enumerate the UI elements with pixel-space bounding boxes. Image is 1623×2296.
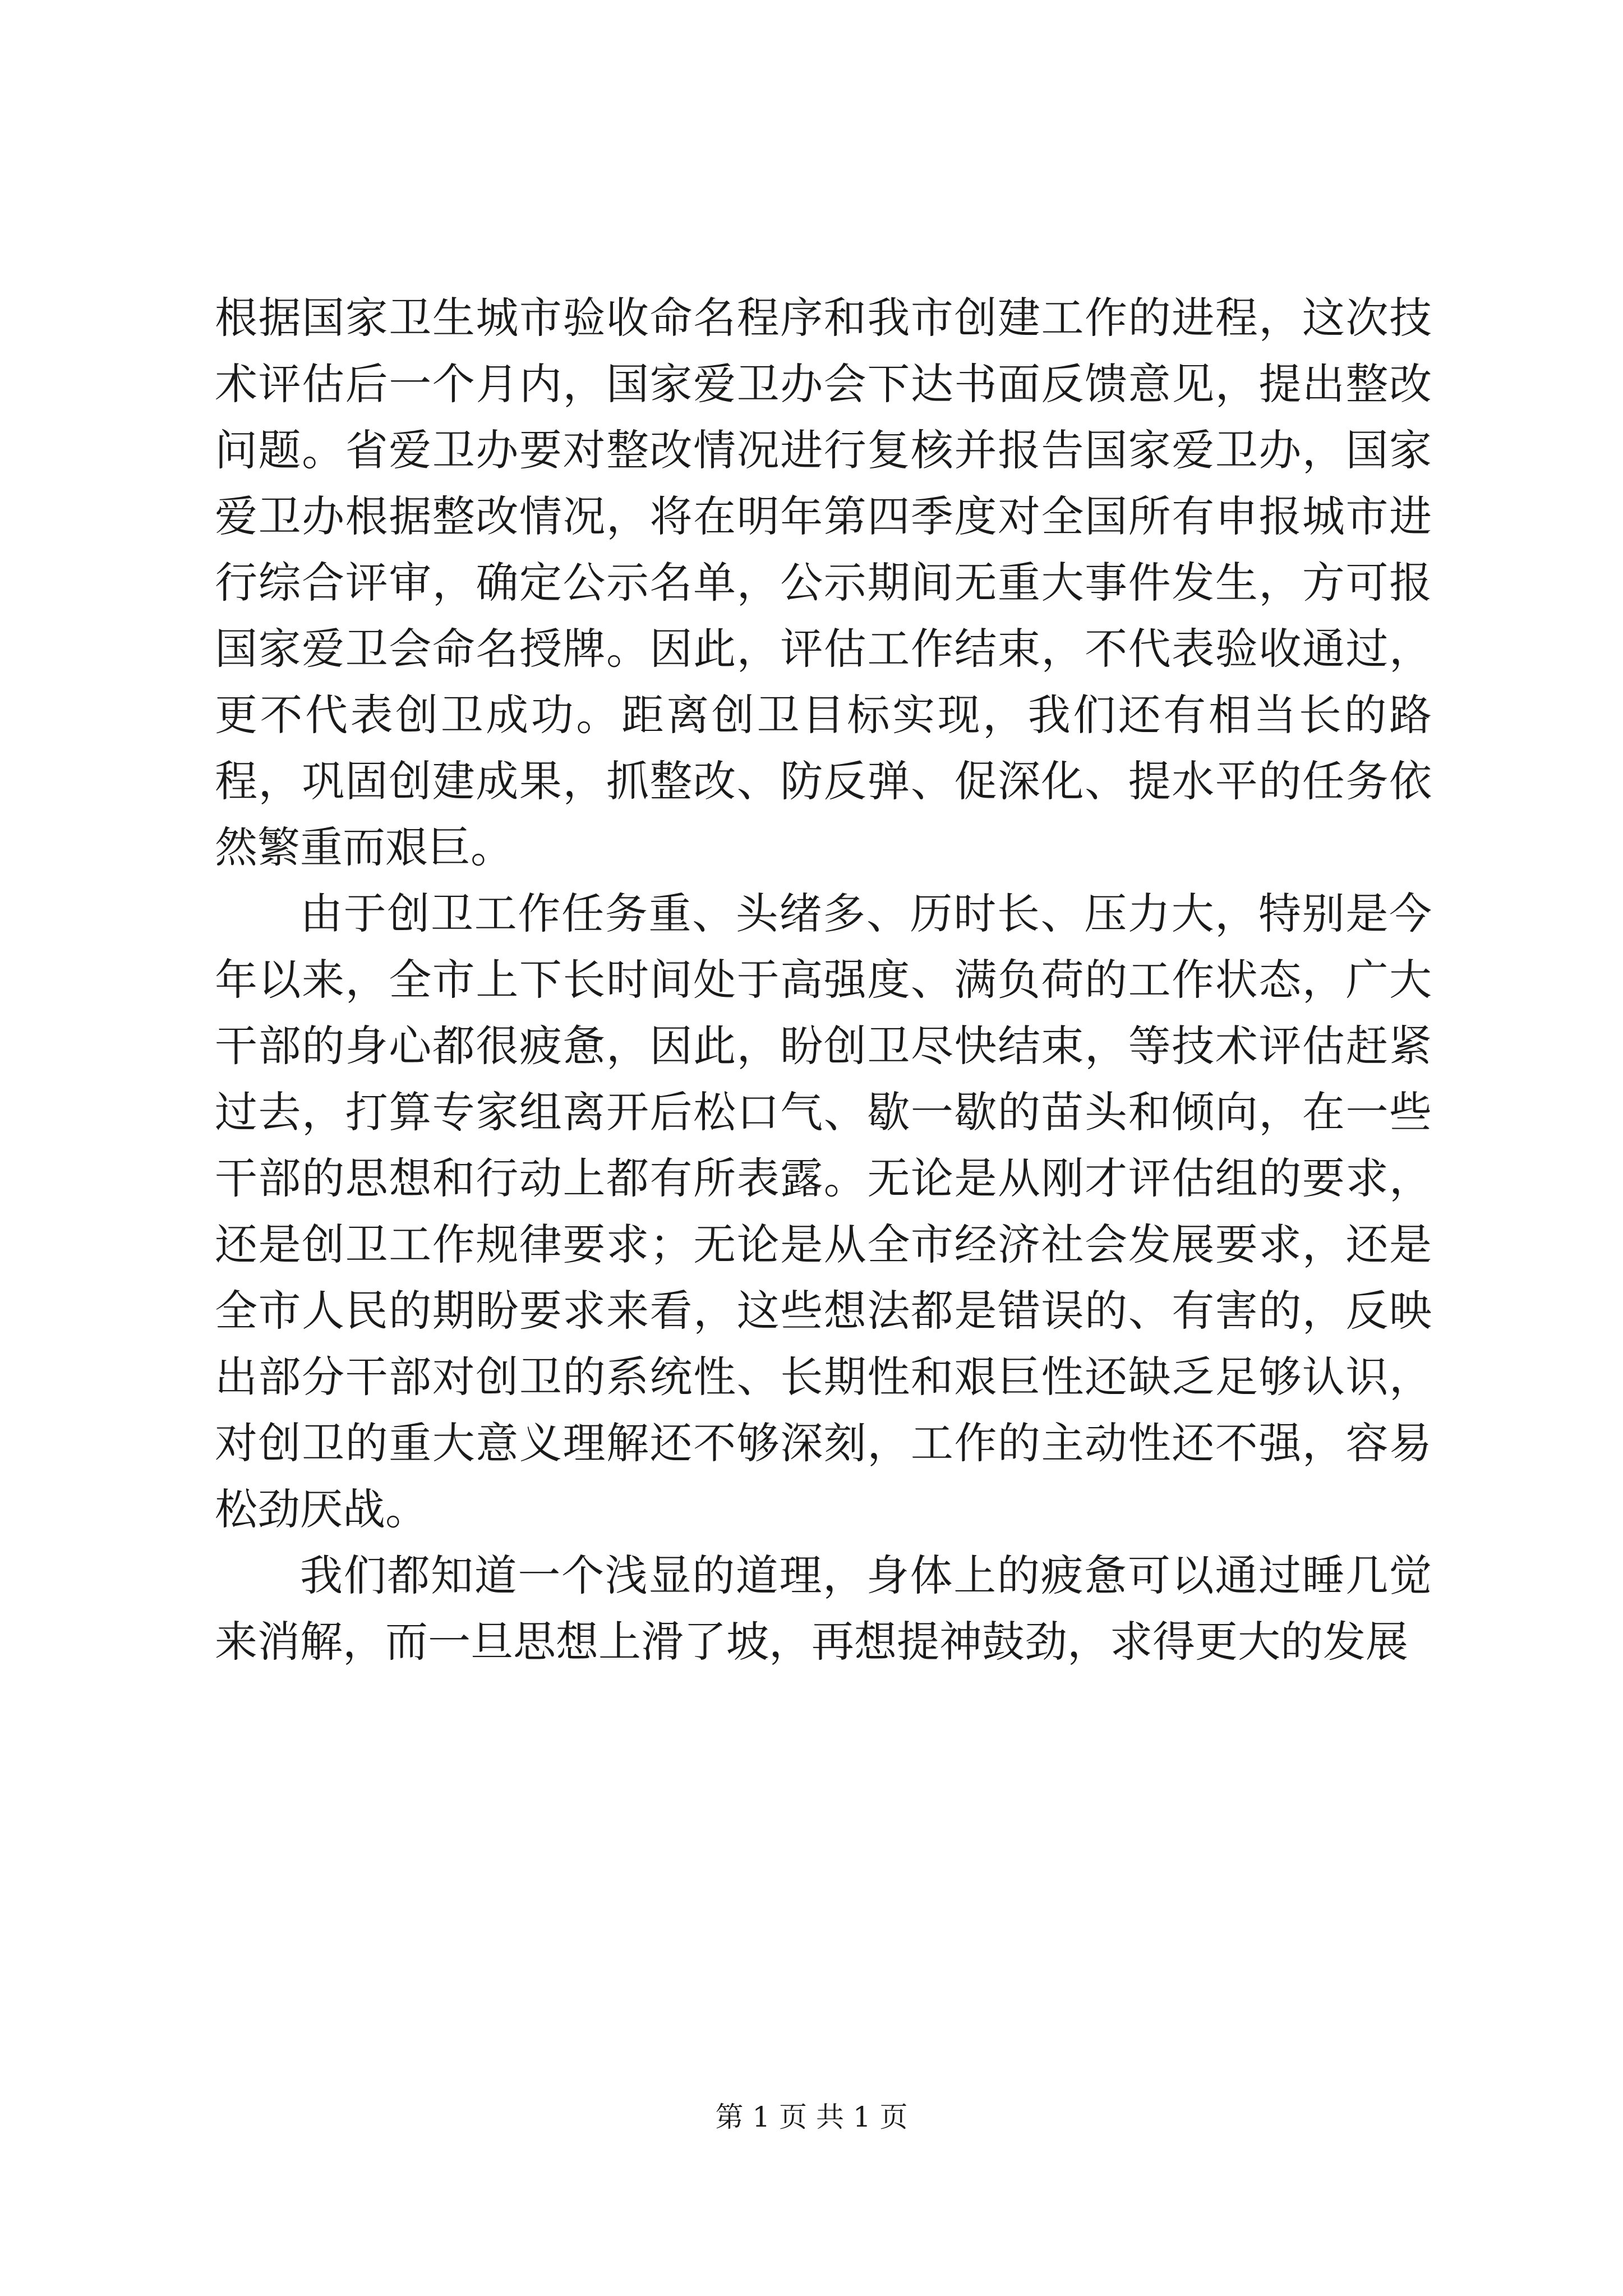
- page-footer: 第 1 页 共 1 页: [715, 2101, 908, 2133]
- paragraph-3: 我们都知道一个浅显的道理，身体上的疲惫可以通过睡几觉来消解，而一旦思想上滑了坡，再想提神鼓劲，求得更大的发展: [215, 1550, 1432, 1667]
- paragraph-2: 由于创卫工作任务重、头绪多、历时长、压力大，特别是今年以来，全市上下长时间处于高强度、满负荷的工作状态，广大干部的身心都很疲惫，因此，盼创卫尽快结束，等技术评估赶紧过去，打算专家组离开后松口气、歇一歇的苗头和倾向，在一些干部的思想和行动上都有所表露。无论是从刚才评估组的要求，还是创卫工作规律要求；无论是从全市经济社会发展要求，还是全市人民的期盼要求来看，这些想法都是错误的、有害的，反映出部分干部对创卫的系统性、长期性和艰巨性还缺乏足够认识，对创卫的重大意义理解还不够深刻，工作的主动性还不强，容易松劲厌战。: [215, 889, 1432, 1534]
- paragraph-1: 根据国家卫生城市验收命名程序和我市创建工作的进程，这次技术评估后一个月内，国家爱卫办会下达书面反馈意见，提出整改问题。省爱卫办要对整改情况进行复核并报告国家爱卫办，国家爱卫办根据整改情况，将在明年第四季度对全国所有申报城市进行综合评审，确定公示名单，公示期间无重大事件发生，方可报国家爱卫会命名授牌。因此，评估工作结束，不代表验收通过，更不代表创卫成功。距离创卫目标实现，我们还有相当长的路程，巩固创建成果，抓整改、防反弹、促深化、提水平的任务依然繁重而艰巨。: [215, 293, 1432, 872]
- document-body: [215, 285, 1432, 1675]
